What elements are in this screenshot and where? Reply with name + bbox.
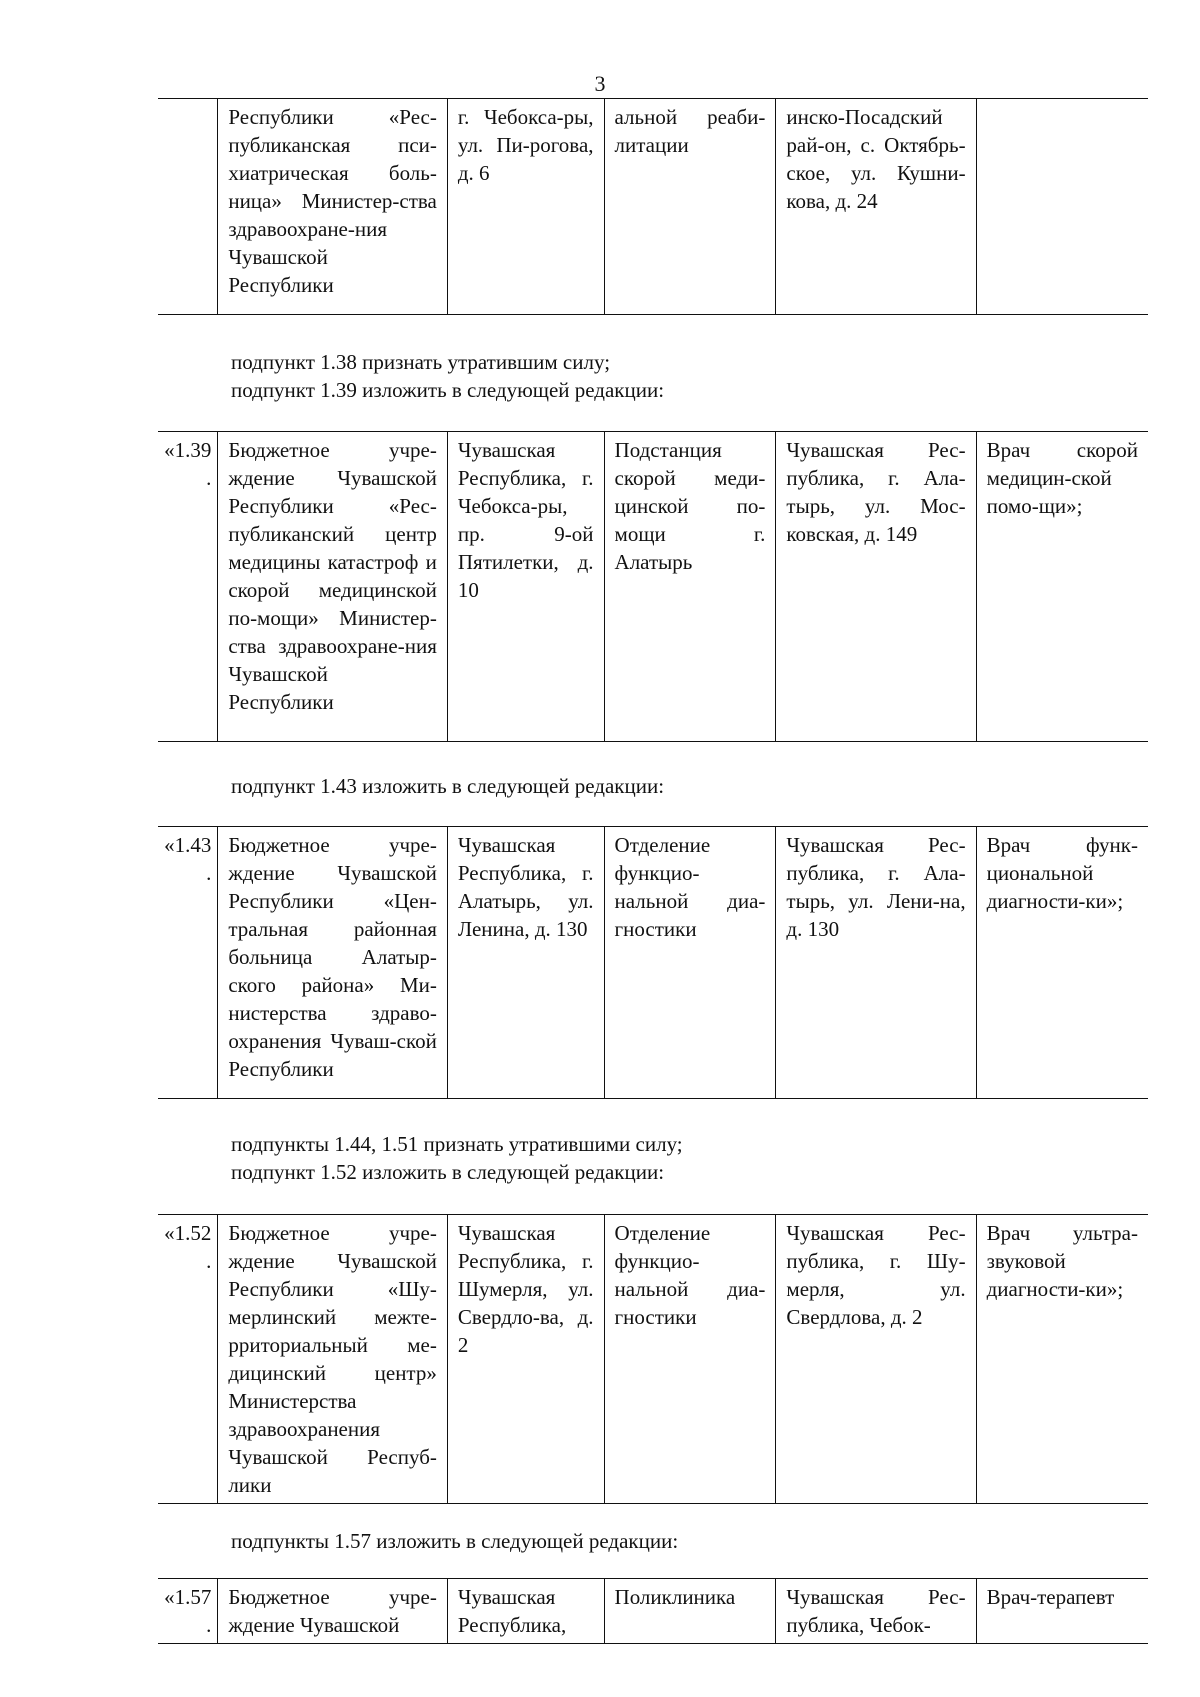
cell-location: Чувашская Рес-публика, Чебок- [776, 1579, 976, 1644]
cell-position: Врач функ-циональной диагности-ки»; [976, 827, 1148, 1099]
cell-location: Чувашская Рес-публика, г. Ала-тырь, ул. Мос-ковская, д. 149 [776, 432, 976, 742]
paragraph-line: подпункт 1.38 признать утратившим силу; [231, 350, 611, 374]
table-row [158, 432, 1148, 742]
cell-institution: Бюджетное учре-ждение Чувашской Республики «Рес-публиканский центр медицины катастроф и скорой медицинской по-мощи» Министер-ства здравоохране-ния Чувашской Республики [218, 432, 448, 742]
paragraph-block [231, 1130, 1131, 1186]
cell-unit: альной реаби-литации [604, 99, 776, 315]
cell-number: «1.43. [158, 827, 218, 1099]
cell-location: Чувашская Рес-публика, г. Ала-тырь, ул. Лени-на, д. 130 [776, 827, 976, 1099]
paragraph-block [231, 1527, 1131, 1555]
cell-number [158, 99, 218, 315]
table-1-39 [158, 431, 1148, 742]
paragraph-line: подпункт 1.43 изложить в следующей редакции: [231, 774, 665, 798]
cell-address: Чувашская Республика, [447, 1579, 604, 1644]
paragraph-block [231, 348, 1131, 404]
table-1-43 [158, 826, 1148, 1099]
cell-institution: Бюджетное учре-ждение Чувашской [218, 1579, 448, 1644]
cell-location: инско-Посадский рай-он, с. Октябрь-ское, ул. Кушни-кова, д. 24 [776, 99, 976, 315]
cell-number: «1.52. [158, 1215, 218, 1504]
cell-position: Врач ультра-звуковой диагности-ки»; [976, 1215, 1148, 1504]
table-1-52 [158, 1214, 1148, 1504]
cell-location: Чувашская Рес-публика, г. Шу-мерля, ул. Свердлова, д. 2 [776, 1215, 976, 1504]
cell-institution: Бюджетное учре-ждение Чувашской Республики «Шу-мерлинский межте-рриториальный ме-дицинский центр» Министерства здравоохранения Чувашской Респуб-лики [218, 1215, 448, 1504]
paragraph-line: подпункт 1.52 изложить в следующей редакции: [231, 1160, 665, 1184]
paragraph-line: подпункт 1.39 изложить в следующей редакции: [231, 378, 665, 402]
cell-institution: Бюджетное учре-ждение Чувашской Республики «Цен-тральная районная больница Алатыр-ского района» Ми-нистерства здраво-охранения Чуваш-ской Республики [218, 827, 448, 1099]
paragraph-block [231, 772, 1131, 800]
cell-address: Чувашская Республика, г. Шумерля, ул. Свердло-ва, д. 2 [447, 1215, 604, 1504]
cell-unit: Подстанция скорой меди-цинской по-мощи г. Алатырь [604, 432, 776, 742]
cell-number: «1.57. [158, 1579, 218, 1644]
paragraph-line: подпункты 1.44, 1.51 признать утратившими силу; [231, 1132, 683, 1156]
cell-address: Чувашская Республика, г. Чебокса-ры, пр. 9-ой Пятилетки, д. 10 [447, 432, 604, 742]
cell-unit: Отделение функцио-нальной диа-гностики [604, 827, 776, 1099]
cell-institution: Республики «Рес-публиканская пси-хиатрическая боль-ница» Министер-ства здравоохране-ния Чувашской Республики [218, 99, 448, 315]
cell-address: г. Чебокса-ры, ул. Пи-рогова, д. 6 [447, 99, 604, 315]
page-number: 3 [594, 71, 606, 96]
table-row [158, 99, 1148, 315]
cell-unit: Поликлиника [604, 1579, 776, 1644]
cell-position: Врач-терапевт [976, 1579, 1148, 1644]
table-row [158, 1579, 1148, 1644]
cell-number: «1.39. [158, 432, 218, 742]
cell-unit: Отделение функцио-нальной диа-гностики [604, 1215, 776, 1504]
paragraph-line: подпункты 1.57 изложить в следующей редакции: [231, 1529, 679, 1553]
cell-address: Чувашская Республика, г. Алатырь, ул. Ленина, д. 130 [447, 827, 604, 1099]
cell-position [976, 99, 1148, 315]
table-row [158, 827, 1148, 1099]
cell-position: Врач скорой медицин-ской помо-щи»; [976, 432, 1148, 742]
table-1-57 [158, 1578, 1148, 1644]
table-continued [158, 98, 1148, 315]
table-row [158, 1215, 1148, 1504]
